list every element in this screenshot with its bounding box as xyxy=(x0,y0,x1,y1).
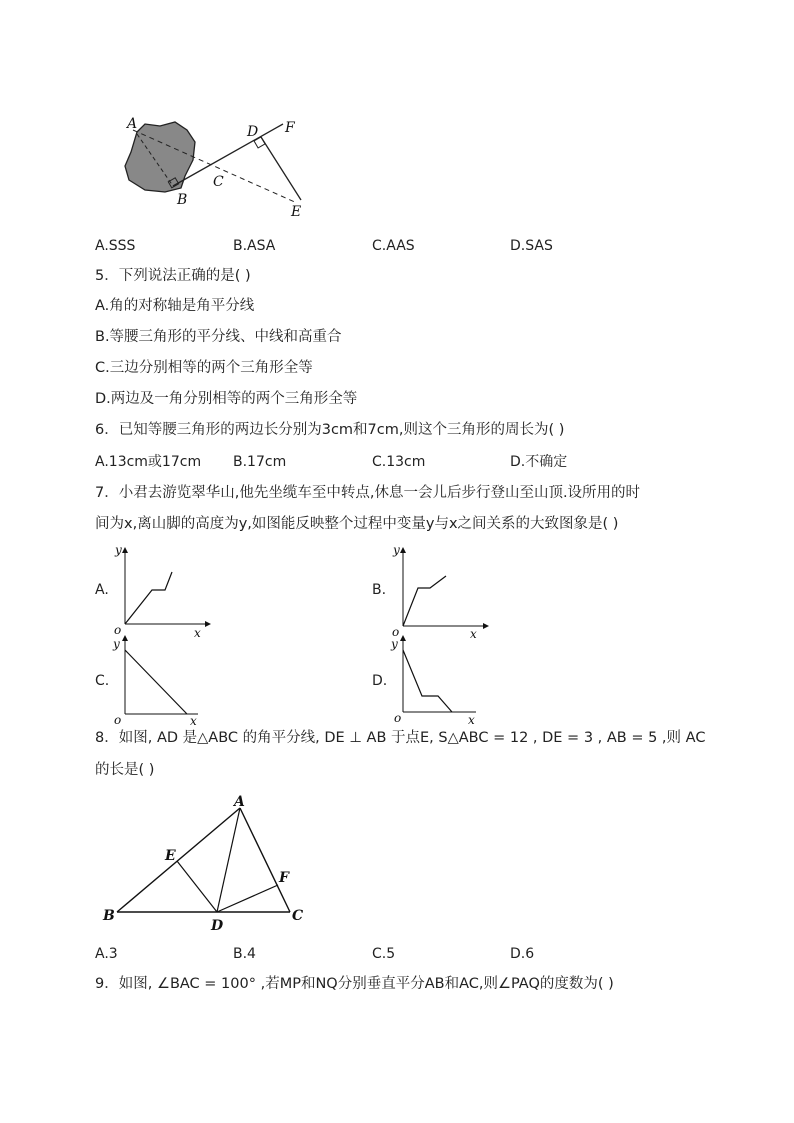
q5-choice-a: A.角的对称轴是角平分线 xyxy=(95,298,255,314)
svg-text:D: D xyxy=(211,918,224,934)
svg-text:o: o xyxy=(114,623,122,637)
q4-option-b: B.ASA xyxy=(233,238,276,254)
q9-stem: 9．如图, ∠BAC = 100° ,若MP和NQ分别垂直平分AB和AC,则∠PAQ的度数为( ) xyxy=(95,976,614,992)
q7-graph-a-label: A. xyxy=(95,582,109,598)
rock-shape xyxy=(125,122,195,192)
q8-line2: 的长是( ) xyxy=(95,762,155,778)
graph-c-curve xyxy=(125,650,187,714)
q6-option-d: D.不确定 xyxy=(510,454,568,470)
q4-option-c: C.AAS xyxy=(372,238,415,254)
q7-graph-c-label: C. xyxy=(95,673,110,689)
q7-graph-d xyxy=(388,632,498,727)
q8-line1: 8．如图, AD 是△ABC 的角平分线, DE ⊥ AB 于点E, S△ABC = 12 , DE = 3 , AB = 5 ,则 AC xyxy=(95,730,706,746)
svg-text:o: o xyxy=(114,713,122,727)
q6-option-b: B.17cm xyxy=(233,454,287,470)
q8-option-d: D.6 xyxy=(510,946,535,962)
q8-option-b: B.4 xyxy=(233,946,256,962)
q5-choice-d: D.两边及一角分别相等的两个三角形全等 xyxy=(95,391,358,407)
svg-text:y: y xyxy=(391,637,398,651)
label-E: E xyxy=(291,204,302,220)
q7-graph-c xyxy=(110,632,220,727)
segment-DF xyxy=(217,885,278,912)
svg-text:F: F xyxy=(279,870,289,886)
q8-option-c: C.5 xyxy=(372,946,396,962)
svg-text:x: x xyxy=(190,714,197,727)
svg-text:y: y xyxy=(393,543,400,557)
svg-text:E: E xyxy=(165,848,176,864)
label-D: D xyxy=(247,124,259,140)
q8-option-a: A.3 xyxy=(95,946,118,962)
svg-text:C: C xyxy=(292,908,304,924)
label-C: C xyxy=(213,174,224,190)
svg-text:o: o xyxy=(394,711,402,725)
q4-figure xyxy=(115,110,325,220)
svg-text:B: B xyxy=(103,908,115,924)
svg-text:x: x xyxy=(194,626,201,640)
q7-graph-b xyxy=(388,540,498,640)
graph-d-curve xyxy=(403,650,452,712)
svg-text:o: o xyxy=(392,625,400,639)
graph-a-curve xyxy=(125,572,172,624)
q7-line1: 7．小君去游览翠华山,他先坐缆车至中转点,休息一会儿后步行登山至山顶.设所用的时 xyxy=(95,485,641,501)
q7-graph-a xyxy=(110,540,220,640)
segment-AD xyxy=(217,808,240,912)
q4-option-d: D.SAS xyxy=(510,238,553,254)
q4-option-a: A.SSS xyxy=(95,238,136,254)
line-DE xyxy=(261,137,301,200)
q6-option-a: A.13cm或17cm xyxy=(95,454,202,470)
graph-b-curve xyxy=(403,576,446,626)
label-F: F xyxy=(285,120,295,136)
q6-option-c: C.13cm xyxy=(372,454,426,470)
q5-choice-b: B.等腰三角形的平分线、中线和高重合 xyxy=(95,329,342,345)
side-AB xyxy=(117,808,240,912)
svg-text:y: y xyxy=(115,543,122,557)
label-A: A xyxy=(127,116,138,132)
svg-text:x: x xyxy=(468,713,475,727)
q6-stem: 6．已知等腰三角形的两边长分别为3cm和7cm,则这个三角形的周长为( ) xyxy=(95,422,565,438)
q7-graph-b-label: B. xyxy=(372,582,387,598)
svg-text:x: x xyxy=(470,627,477,640)
label-B: B xyxy=(177,192,188,208)
svg-text:A: A xyxy=(234,794,245,810)
side-AC xyxy=(240,808,290,912)
q5-choice-c: C.三边分别相等的两个三角形全等 xyxy=(95,360,313,376)
svg-text:y: y xyxy=(113,637,120,651)
q7-line2: 间为x,离山脚的高度为y,如图能反映整个过程中变量y与x之间关系的大致图象是( ) xyxy=(95,516,619,532)
q8-figure xyxy=(95,790,325,940)
q7-graph-d-label: D. xyxy=(372,673,388,689)
q5-stem: 5．下列说法正确的是( ) xyxy=(95,268,251,284)
segment-DE xyxy=(177,861,217,912)
